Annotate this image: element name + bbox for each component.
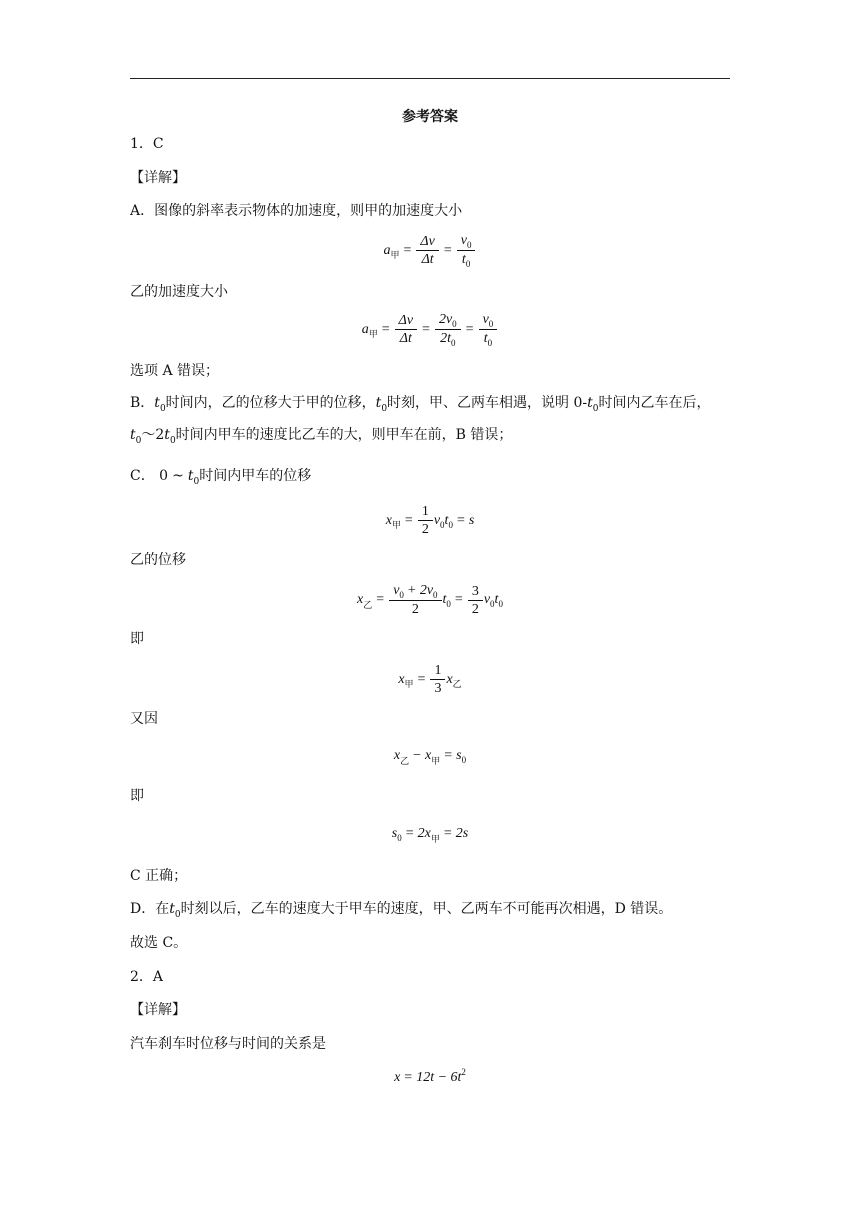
q1-yi-accel-text: 乙的加速度大小 [130, 284, 228, 300]
q1-option-b-line1: B．$t_0$时间内，乙的位移大于甲的位移，$t_0$时刻，甲、乙两车相遇，说明 $0-t_0$时间内乙车在后， [130, 395, 711, 414]
formula-s0: s 0 = 2x 甲 = 2s [391, 826, 469, 844]
formula-x-t: x = 12t − 6t 2 [394, 1067, 466, 1085]
formula-x-diff: x 乙 − x 甲 = s 0 [393, 748, 467, 766]
q1-option-b-line2: $t_0\sim 2t_0$时间内甲车的速度比乙车的大，则甲车在前，B 错误； [130, 427, 513, 446]
q1-option-c-correct: C 正确； [130, 868, 188, 884]
q1-yi-disp-text: 乙的位移 [130, 552, 186, 568]
formula-x-ratio: x 甲 = $\frac{1}{3}$ x 乙 [398, 663, 462, 696]
q1-conclusion: 故选 C。 [130, 935, 188, 951]
q1-youyin: 又因 [130, 711, 158, 727]
q1-option-a-text: A．图像的斜率表示物体的加速度，则甲的加速度大小 [130, 203, 463, 219]
q2-text: 汽车刹车时位移与时间的关系是 [130, 1036, 326, 1052]
q1-option-a-wrong: 选项 A 错误； [130, 363, 220, 379]
q2-detail-heading: 【详解】 [130, 1002, 186, 1018]
q1-option-c-text: C． 0 ~ $t_0$时间内甲车的位移 [130, 468, 312, 487]
formula-x-yi: x 乙 = $\frac{v_0 + 2v_0}{2}$ t 0 = $\frac{3}{2}$ v 0 t 0 [357, 583, 503, 617]
formula-a-yi: a 甲 = $\frac{\Delta v}{\Delta t}$ = $\frac{2v_0}{2t_0}$ = $\frac{v_0}{t_0}$ [0, 311, 860, 348]
header-rule [130, 78, 730, 79]
q2-answer: 2．A [130, 969, 164, 985]
formula-a-jia: a 甲 = $\frac{\Delta v}{\Delta t}$ = $\frac{v_0}{t_0}$ [0, 232, 860, 269]
page-title: 参考答案 [402, 109, 458, 125]
q1-option-d-text: D．在$t_0$时刻以后，乙车的速度大于甲车的速度，甲、乙两车不可能再次相遇，D 错误。 [130, 901, 673, 920]
q1-ji-2: 即 [130, 788, 144, 804]
q1-answer: 1．C [130, 136, 164, 152]
formula-x-jia: x 甲 = $\frac{1}{2}$ v 0 t 0 = s [385, 504, 475, 537]
q1-ji-1: 即 [130, 631, 144, 647]
q1-detail-heading: 【详解】 [130, 170, 186, 186]
